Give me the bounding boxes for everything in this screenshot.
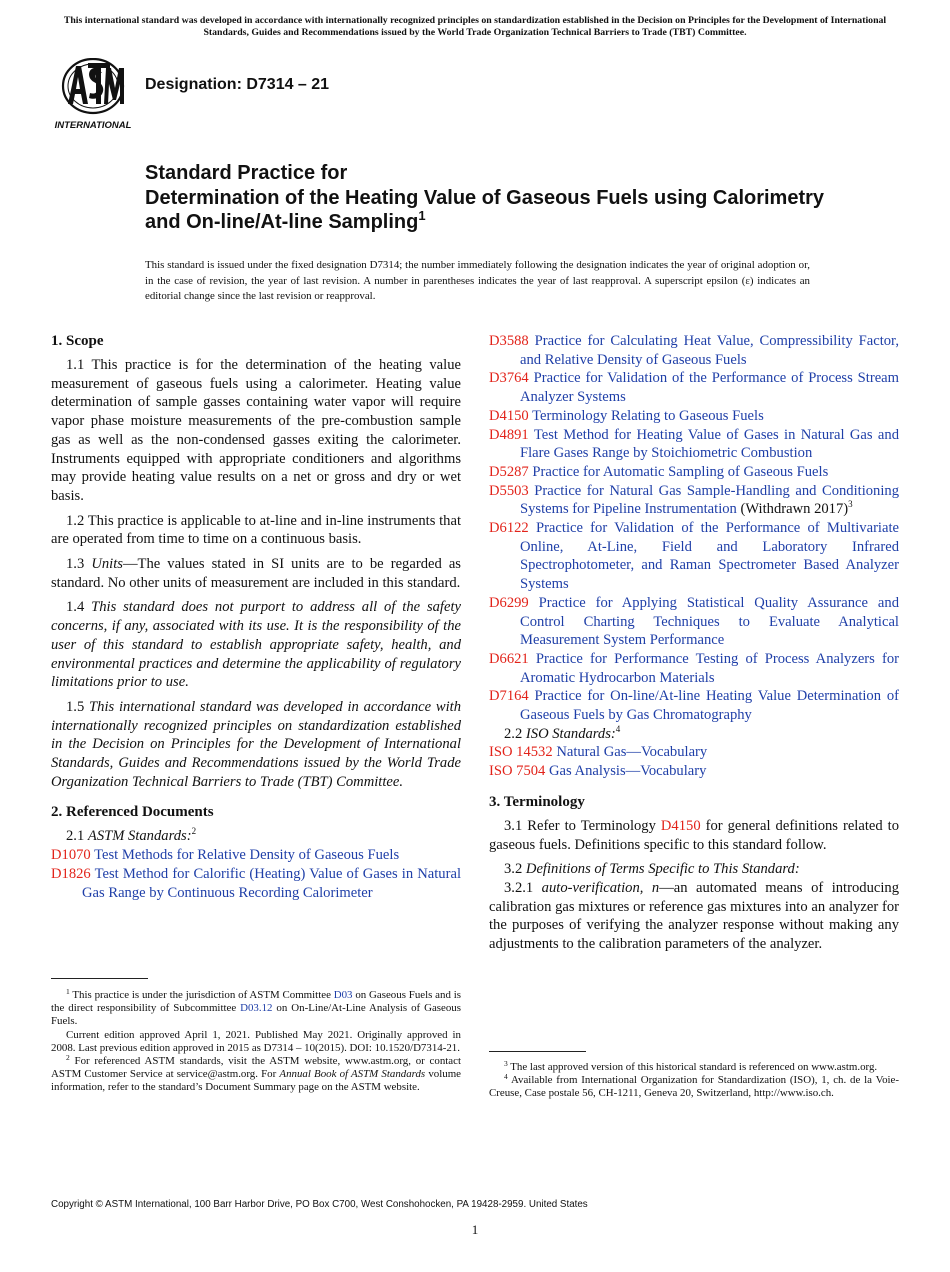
edition-note: Current edition approved April 1, 2021. Published May 2021. Originally approved in 2008. Last previous edition approved in 2015 as D7314 – 10(2015). DOI: 10.1520/D7314-21. — [51, 1028, 461, 1054]
footnote-divider-left — [51, 978, 148, 979]
ref-item[interactable]: D5287 Practice for Automatic Sampling of Gaseous Fuels — [489, 463, 829, 480]
title-line-1: Standard Practice for — [145, 162, 348, 184]
ref-item[interactable]: D3764 Practice for Validation of the Performance of Process Stream Analyzer Systems — [489, 370, 899, 406]
section-scope-heading: 1. Scope — [51, 333, 104, 349]
designation: Designation: D7314 – 21 — [145, 76, 330, 93]
left-column — [51, 332, 461, 902]
header-notice: This international standard was developed in accordance with internationally recognized principles on standardization established in the Decision on Principles for the Development of International Standards, Guides and Recommendations issued by the World Trade Organization Technical Barriers to Trade (TBT) Committee. — [63, 15, 887, 38]
astm-logo — [52, 58, 134, 132]
ref-item[interactable]: D4891 Test Method for Heating Value of Gases in Natural Gas and Flare Gases Range by Stoichiometric Combustion — [489, 426, 900, 462]
footnotes-left — [51, 989, 461, 1095]
ref-item[interactable]: ISO 14532 Natural Gas—Vocabulary — [489, 744, 708, 761]
paragraph-1-1: 1.1 This practice is for the determination of the heating value measurement of gaseous fuels using a calorimeter. Heating value determination of sample gasses containing water vapor will require vapor phase moisture measurements of the pre-combustion sample gas as well as the non-condensed gasses exiting the calorimeter. Instruments equipped with appropriate conditioners and algorithms may provide heating value results on a net or gross and dry or wet basis. — [51, 357, 461, 504]
footnotes-right — [489, 1061, 899, 1101]
page-number: 1 — [471, 1222, 479, 1237]
paragraph-1-5: 1.5 This international standard was developed in accordance with internationally recognized principles on standardization established in the Decision on Principles for the Development of International Standards, Guides and Recommendations issued by the World Trade Organization Technical Barriers to Trade (TBT) Committee. — [51, 698, 462, 790]
copyright-line: Copyright © ASTM International, 100 Barr Harbor Drive, PO Box C700, West Conshohocken, PA 19428-2959. United States — [51, 1199, 588, 1210]
astm-international-logo-icon — [52, 58, 134, 132]
title-line-2: Determination of the Heating Value of Gaseous Fuels using Calorimetry and On-line/At-line Sampling$^1$ — [145, 186, 825, 233]
ref-item[interactable]: D6299 Practice for Applying Statistical Quality Assurance and Control Charting Techniques to Evaluate Analytical Measurement System Performance — [489, 594, 899, 649]
paragraph-3-2-1: 3.2.1 auto-verification, n—an automated means of introducing calibration gas mixtures or reference gas mixtures into an analyzer for the purposes of verifying the analyzer response without making any adjustments to the calibration parameters of the analyzer. — [489, 879, 899, 953]
ref-item[interactable]: D5503 Practice for Natural Gas Sample-Handling and Conditioning Systems for Pipeline Instrumentation (Withdrawn 2017)$^3$ — [489, 482, 899, 518]
document-title — [145, 161, 865, 235]
footnote-divider-right — [489, 1051, 586, 1052]
ref-item[interactable]: ISO 7504 Gas Analysis—Vocabulary — [489, 763, 707, 780]
footnote-1: $^1$ This practice is under the jurisdiction of ASTM Committee D03 on Gaseous Fuels and is the direct responsibility of Subcommittee D03.12 on On-Line/At-Line Analysis of Gaseous Fuels. — [51, 987, 461, 1028]
footnote-2: $^2$ For referenced ASTM standards, visit the ASTM website, www.astm.org, or contact ASTM Customer Service at service@astm.org. For Annual Book of ASTM Standards volume information, refer to the standard’s Document Summary page on the ASTM website. — [51, 1053, 461, 1094]
paragraph-2-1: 2.1 ASTM Standards:$^2$ — [66, 826, 197, 845]
paragraph-3-1: 3.1 Refer to Terminology D4150 for general definitions related to gaseous fuels. Definitions specific to this standard follow. — [489, 817, 900, 853]
paragraph-3-2: 3.2 Definitions of Terms Specific to This Standard: — [504, 861, 800, 878]
paragraph-1-4: 1.4 This standard does not purport to address all of the safety concerns, if any, associated with its use. It is the responsibility of the user of this standard to establish appropriate safety, health, and environmental practices and determine the applicability of regulatory limitations prior to use. — [51, 599, 461, 691]
issued-note: This standard is issued under the fixed designation D7314; the number immediately following the designation indicates the year of original adoption or, in the case of revision, the year of last revision. A number in parentheses indicates the year of last reapproval. A superscript epsilon (ε) indicates an editorial change since the last revision or reapproval. — [145, 259, 810, 303]
footnote-4: $^4$ Available from International Organization for Standardization (ISO), 1, ch. de la Voie-Creuse, Case postale 56, CH-1211, Geneva 20, Switzerland, http://www.iso.ch. — [489, 1072, 899, 1100]
ref-item[interactable]: D6122 Practice for Validation of the Performance of Multivariate Online, At-Line, Field and Laboratory Infrared Spectrophotometer, and Raman Spectrometer Based Analyzer Systems — [489, 520, 899, 593]
ref-item[interactable]: D1826 Test Method for Calorific (Heating) Value of Gases in Natural Gas Range by Continuous Recording Calorimeter — [51, 865, 461, 901]
right-column — [489, 332, 899, 954]
paragraph-1-3: 1.3 Units—The values stated in SI units are to be regarded as standard. No other units of measurement are included in this standard. — [51, 556, 461, 591]
d03-12-link[interactable]: D03.12 — [240, 1002, 273, 1015]
d03-link[interactable]: D03 — [333, 989, 353, 1001]
logo-wordmark: INTERNATIONAL — [54, 120, 132, 131]
ref-item[interactable]: D1070 Test Methods for Relative Density of Gaseous Fuels — [51, 847, 400, 864]
d4150-link[interactable]: D4150 — [660, 817, 701, 834]
ref-item[interactable]: D6621 Practice for Performance Testing of Process Analyzers for Aromatic Hydrocarbon Materials — [489, 650, 899, 686]
paragraph-2-2: 2.2 ISO Standards:$^4$ — [504, 723, 621, 742]
title-footnote-mark[interactable]: 1 — [418, 208, 426, 223]
section-terminology-heading: 3. Terminology — [489, 793, 585, 810]
footnote-3: $^3$ The last approved version of this historical standard is referenced on www.astm.org. — [504, 1059, 878, 1073]
section-referenced-heading: 2. Referenced Documents — [51, 804, 214, 821]
paragraph-1-2: 1.2 This practice is applicable to at-line and in-line instruments that are operated from time to time on a continuous basis. — [51, 512, 461, 548]
ref-item[interactable]: D4150 Terminology Relating to Gaseous Fuels — [489, 407, 764, 424]
ref-item[interactable]: D3588 Practice for Calculating Heat Value, Compressibility Factor, and Relative Density of Gaseous Fuels — [489, 333, 899, 368]
ref-item[interactable]: D7164 Practice for On-line/At-line Heating Value Determination of Gaseous Fuels by Gas Chromatography — [489, 688, 899, 724]
